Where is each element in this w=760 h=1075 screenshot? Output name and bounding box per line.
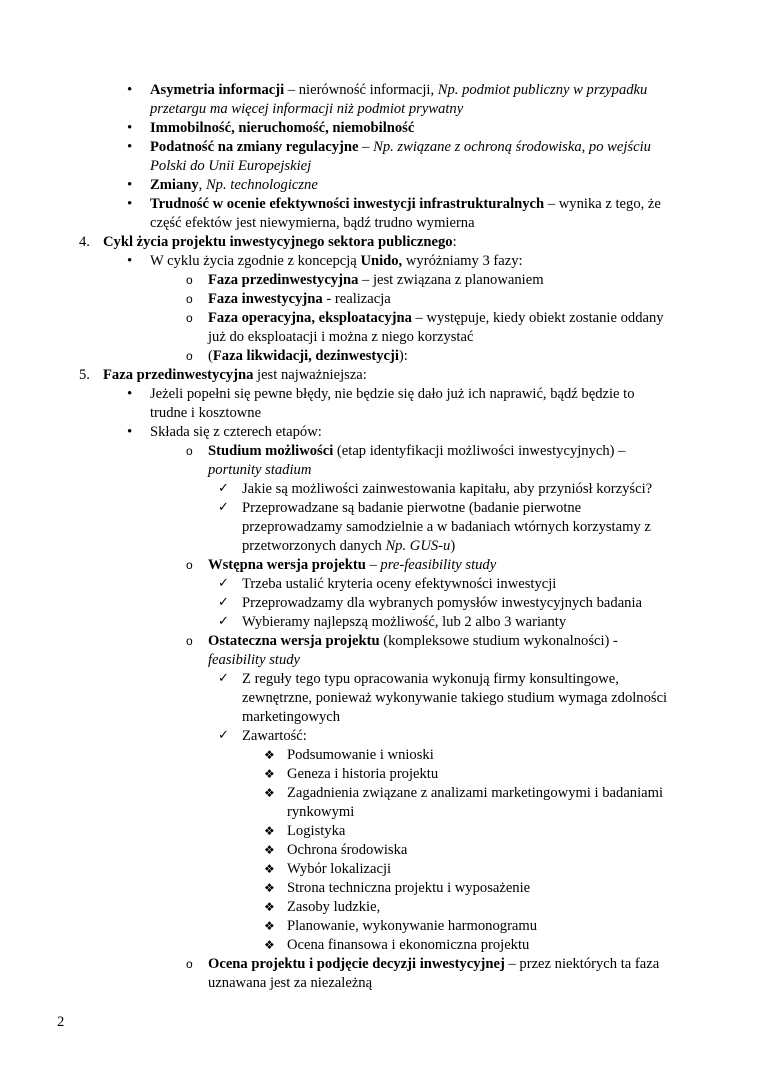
- list-marker: •: [127, 82, 133, 98]
- list-marker: ❖: [264, 767, 275, 781]
- text-line: [242, 689, 667, 708]
- list-marker: ❖: [264, 824, 275, 838]
- list-marker: •: [127, 139, 133, 155]
- list-marker: ❖: [264, 938, 275, 952]
- text-segment: Zmiany: [150, 177, 199, 193]
- text-segment: feasibility study: [208, 652, 301, 668]
- text-segment: zewnętrzne, ponieważ wykonywanie takiego studium wymaga zdolności: [242, 690, 668, 706]
- text-segment: Planowanie, wykonywanie harmonogramu: [287, 918, 538, 934]
- text-segment: Strona techniczna projektu i wyposażenie: [287, 880, 531, 896]
- text-line: [208, 955, 659, 974]
- list-marker: ❖: [264, 862, 275, 876]
- text-segment: Ochrona środowiska: [287, 842, 408, 858]
- text-segment: Zasoby ludzkie,: [287, 899, 381, 915]
- text-segment: Trzeba ustalić kryteria oceny efektywności inwestycji: [242, 576, 557, 592]
- list-marker: •: [127, 253, 133, 269]
- text-segment: Immobilność, nieruchomość, niemobilność: [150, 120, 415, 136]
- text-segment: Wstępna wersja projektu: [208, 557, 366, 573]
- text-line: [208, 461, 311, 480]
- text-line: [103, 366, 367, 385]
- list-marker: ❖: [264, 786, 275, 800]
- list-marker: •: [127, 424, 133, 440]
- text-segment: (kompleksowe studium wykonalności) -: [379, 633, 618, 649]
- text-line: [242, 575, 556, 594]
- list-marker: ❖: [264, 881, 275, 895]
- text-line: [150, 195, 661, 214]
- text-line: [150, 423, 322, 442]
- text-line: [150, 138, 651, 157]
- text-segment: Faza przedinwestycyjna: [103, 367, 254, 383]
- text-segment: Wybieramy najlepszą możliwość, lub 2 albo 3 warianty: [242, 614, 567, 630]
- text-segment: Ostateczna wersja projektu: [208, 633, 380, 649]
- text-line: [208, 651, 300, 670]
- text-line: [242, 613, 566, 632]
- text-segment: Unido,: [360, 253, 403, 269]
- text-line: [287, 765, 438, 784]
- text-segment: Asymetria informacji: [150, 82, 285, 98]
- text-segment: trudne i kosztowne: [150, 405, 262, 421]
- text-segment: Składa się z czterech etapów:: [150, 424, 322, 440]
- text-line: [150, 176, 318, 195]
- text-segment: wyróżniamy 3 fazy:: [402, 253, 523, 269]
- text-segment: przetworzonych danych: [242, 538, 386, 554]
- text-segment: Przeprowadzamy dla wybranych pomysłów inwestycyjnych badania: [242, 595, 642, 611]
- list-marker: •: [127, 177, 133, 193]
- text-segment: Zawartość:: [242, 728, 307, 744]
- text-line: [208, 347, 408, 366]
- text-segment: Faza przedinwestycyjna: [208, 272, 359, 288]
- text-segment: Faza operacyjna, eksploatacyjna: [208, 310, 412, 326]
- text-segment: Z reguły tego typu opracowania wykonują firmy konsultingowe,: [242, 671, 619, 687]
- text-segment: część efektów jest niewymierna, bądź trudno wymierna: [150, 215, 475, 231]
- text-line: [242, 537, 455, 556]
- text-segment: już do eksploatacji i można z niego korzystać: [208, 329, 474, 345]
- list-marker: o: [186, 349, 193, 363]
- text-segment: rynkowymi: [287, 804, 355, 820]
- text-line: [208, 442, 625, 461]
- text-line: [208, 632, 618, 651]
- text-line: [150, 81, 647, 100]
- list-marker: o: [186, 292, 193, 306]
- text-line: [287, 746, 434, 765]
- text-line: [287, 803, 354, 822]
- list-marker: •: [127, 120, 133, 136]
- text-line: [287, 822, 345, 841]
- text-segment: Jeżeli popełni się pewne błędy, nie będzie się dało już ich naprawić, bądź będzie to: [150, 386, 635, 402]
- text-line: [242, 708, 340, 727]
- list-marker: o: [186, 444, 193, 458]
- text-line: [242, 480, 652, 499]
- text-segment: Faza inwestycyjna: [208, 291, 323, 307]
- text-line: [287, 841, 407, 860]
- text-segment: Studium możliwości: [208, 443, 334, 459]
- text-line: [242, 670, 619, 689]
- text-line: [208, 556, 496, 575]
- text-line: [208, 290, 391, 309]
- text-segment: pre-feasibility study: [380, 557, 497, 573]
- list-marker: ❖: [264, 748, 275, 762]
- text-line: [103, 233, 457, 252]
- text-segment: ,: [198, 177, 206, 193]
- list-marker: ❖: [264, 843, 275, 857]
- text-segment: Polski do Unii Europejskiej: [150, 158, 312, 174]
- text-segment: ): [450, 538, 456, 554]
- text-segment: jest najważniejsza:: [253, 367, 367, 383]
- text-segment: ):: [398, 348, 408, 364]
- list-marker: ✓: [218, 614, 229, 629]
- text-segment: przeprowadzamy samodzielnie a w badaniach wtórnych korzystamy z: [242, 519, 651, 535]
- text-segment: Np. związane z ochroną środowiska, po wejściu: [373, 139, 651, 155]
- list-marker: o: [186, 634, 193, 648]
- text-segment: Wybór lokalizacji: [287, 861, 392, 877]
- text-line: [150, 214, 475, 233]
- text-segment: (: [208, 348, 213, 364]
- text-line: [150, 157, 311, 176]
- text-segment: Cykl życia projektu inwestycyjnego sektora publicznego: [103, 234, 453, 250]
- text-segment: Np. GUS-u: [385, 538, 451, 554]
- list-marker: ✓: [218, 671, 229, 686]
- list-marker: o: [186, 957, 193, 971]
- text-segment: – wynika z tego, że: [544, 196, 661, 212]
- text-segment: :: [452, 234, 457, 250]
- list-marker: ❖: [264, 919, 275, 933]
- list-marker: ✓: [218, 500, 229, 515]
- text-line: [150, 404, 261, 423]
- list-marker: ✓: [218, 595, 229, 610]
- page-number: 2: [57, 1014, 65, 1030]
- list-marker: o: [186, 558, 193, 572]
- text-segment: Np. technologiczne: [205, 177, 318, 193]
- list-marker: ✓: [218, 728, 229, 743]
- text-segment: Np. podmiot publiczny w przypadku: [437, 82, 648, 98]
- text-line: [150, 385, 635, 404]
- text-segment: W cyklu życia zgodnie z koncepcją: [150, 253, 361, 269]
- list-marker: o: [186, 311, 193, 325]
- text-line: [287, 917, 537, 936]
- text-segment: uznawana jest za niezależną: [208, 975, 373, 991]
- text-segment: Trudność w ocenie efektywności inwestycji infrastrukturalnych: [150, 196, 545, 212]
- list-marker: ✓: [218, 481, 229, 496]
- text-line: [287, 936, 529, 955]
- text-segment: (etap identyfikacji możliwości inwestycyjnych) –: [333, 443, 626, 459]
- text-line: [242, 594, 642, 613]
- text-segment: Geneza i historia projektu: [287, 766, 439, 782]
- text-line: [208, 309, 664, 328]
- list-marker: 5.: [79, 367, 90, 383]
- list-marker: •: [127, 386, 133, 402]
- list-marker: ❖: [264, 900, 275, 914]
- text-line: [150, 252, 523, 271]
- text-line: [208, 271, 544, 290]
- text-segment: Jakie są możliwości zainwestowania kapitału, aby przyniósł korzyści?: [242, 481, 653, 497]
- text-segment: Faza likwidacji, dezinwestycji: [212, 348, 399, 364]
- text-segment: – występuje, kiedy obiekt zostanie oddany: [411, 310, 664, 326]
- text-line: [287, 860, 391, 879]
- text-line: [287, 879, 530, 898]
- text-line: [150, 119, 414, 138]
- text-line: [242, 499, 581, 518]
- text-line: [208, 974, 372, 993]
- text-segment: Zagadnienia związane z analizami marketingowymi i badaniami: [287, 785, 664, 801]
- text-line: [287, 898, 380, 917]
- text-line: [242, 518, 651, 537]
- text-line: [208, 328, 473, 347]
- text-line: [242, 727, 307, 746]
- text-segment: – nierówność informacji,: [284, 82, 438, 98]
- text-segment: –: [358, 139, 374, 155]
- list-marker: 4.: [79, 234, 90, 250]
- text-segment: Ocena finansowa i ekonomiczna projektu: [287, 937, 530, 953]
- text-segment: Przeprowadzane są badanie pierwotne (badanie pierwotne: [242, 500, 582, 516]
- text-segment: portunity stadium: [208, 462, 312, 478]
- text-line: [150, 100, 463, 119]
- text-segment: – przez niektórych ta faza: [504, 956, 660, 972]
- text-segment: przetargu ma więcej informacji niż podmiot prywatny: [150, 101, 464, 117]
- text-segment: –: [365, 557, 381, 573]
- text-segment: – jest związana z planowaniem: [358, 272, 544, 288]
- list-marker: o: [186, 273, 193, 287]
- text-segment: Ocena projektu i podjęcie decyzji inwestycyjnej: [208, 956, 505, 972]
- text-segment: - realizacja: [322, 291, 391, 307]
- text-line: [287, 784, 663, 803]
- list-marker: ✓: [218, 576, 229, 591]
- list-marker: •: [127, 196, 133, 212]
- text-segment: marketingowych: [242, 709, 341, 725]
- text-segment: Logistyka: [287, 823, 346, 839]
- text-segment: Podsumowanie i wnioski: [287, 747, 434, 763]
- text-segment: Podatność na zmiany regulacyjne: [150, 139, 359, 155]
